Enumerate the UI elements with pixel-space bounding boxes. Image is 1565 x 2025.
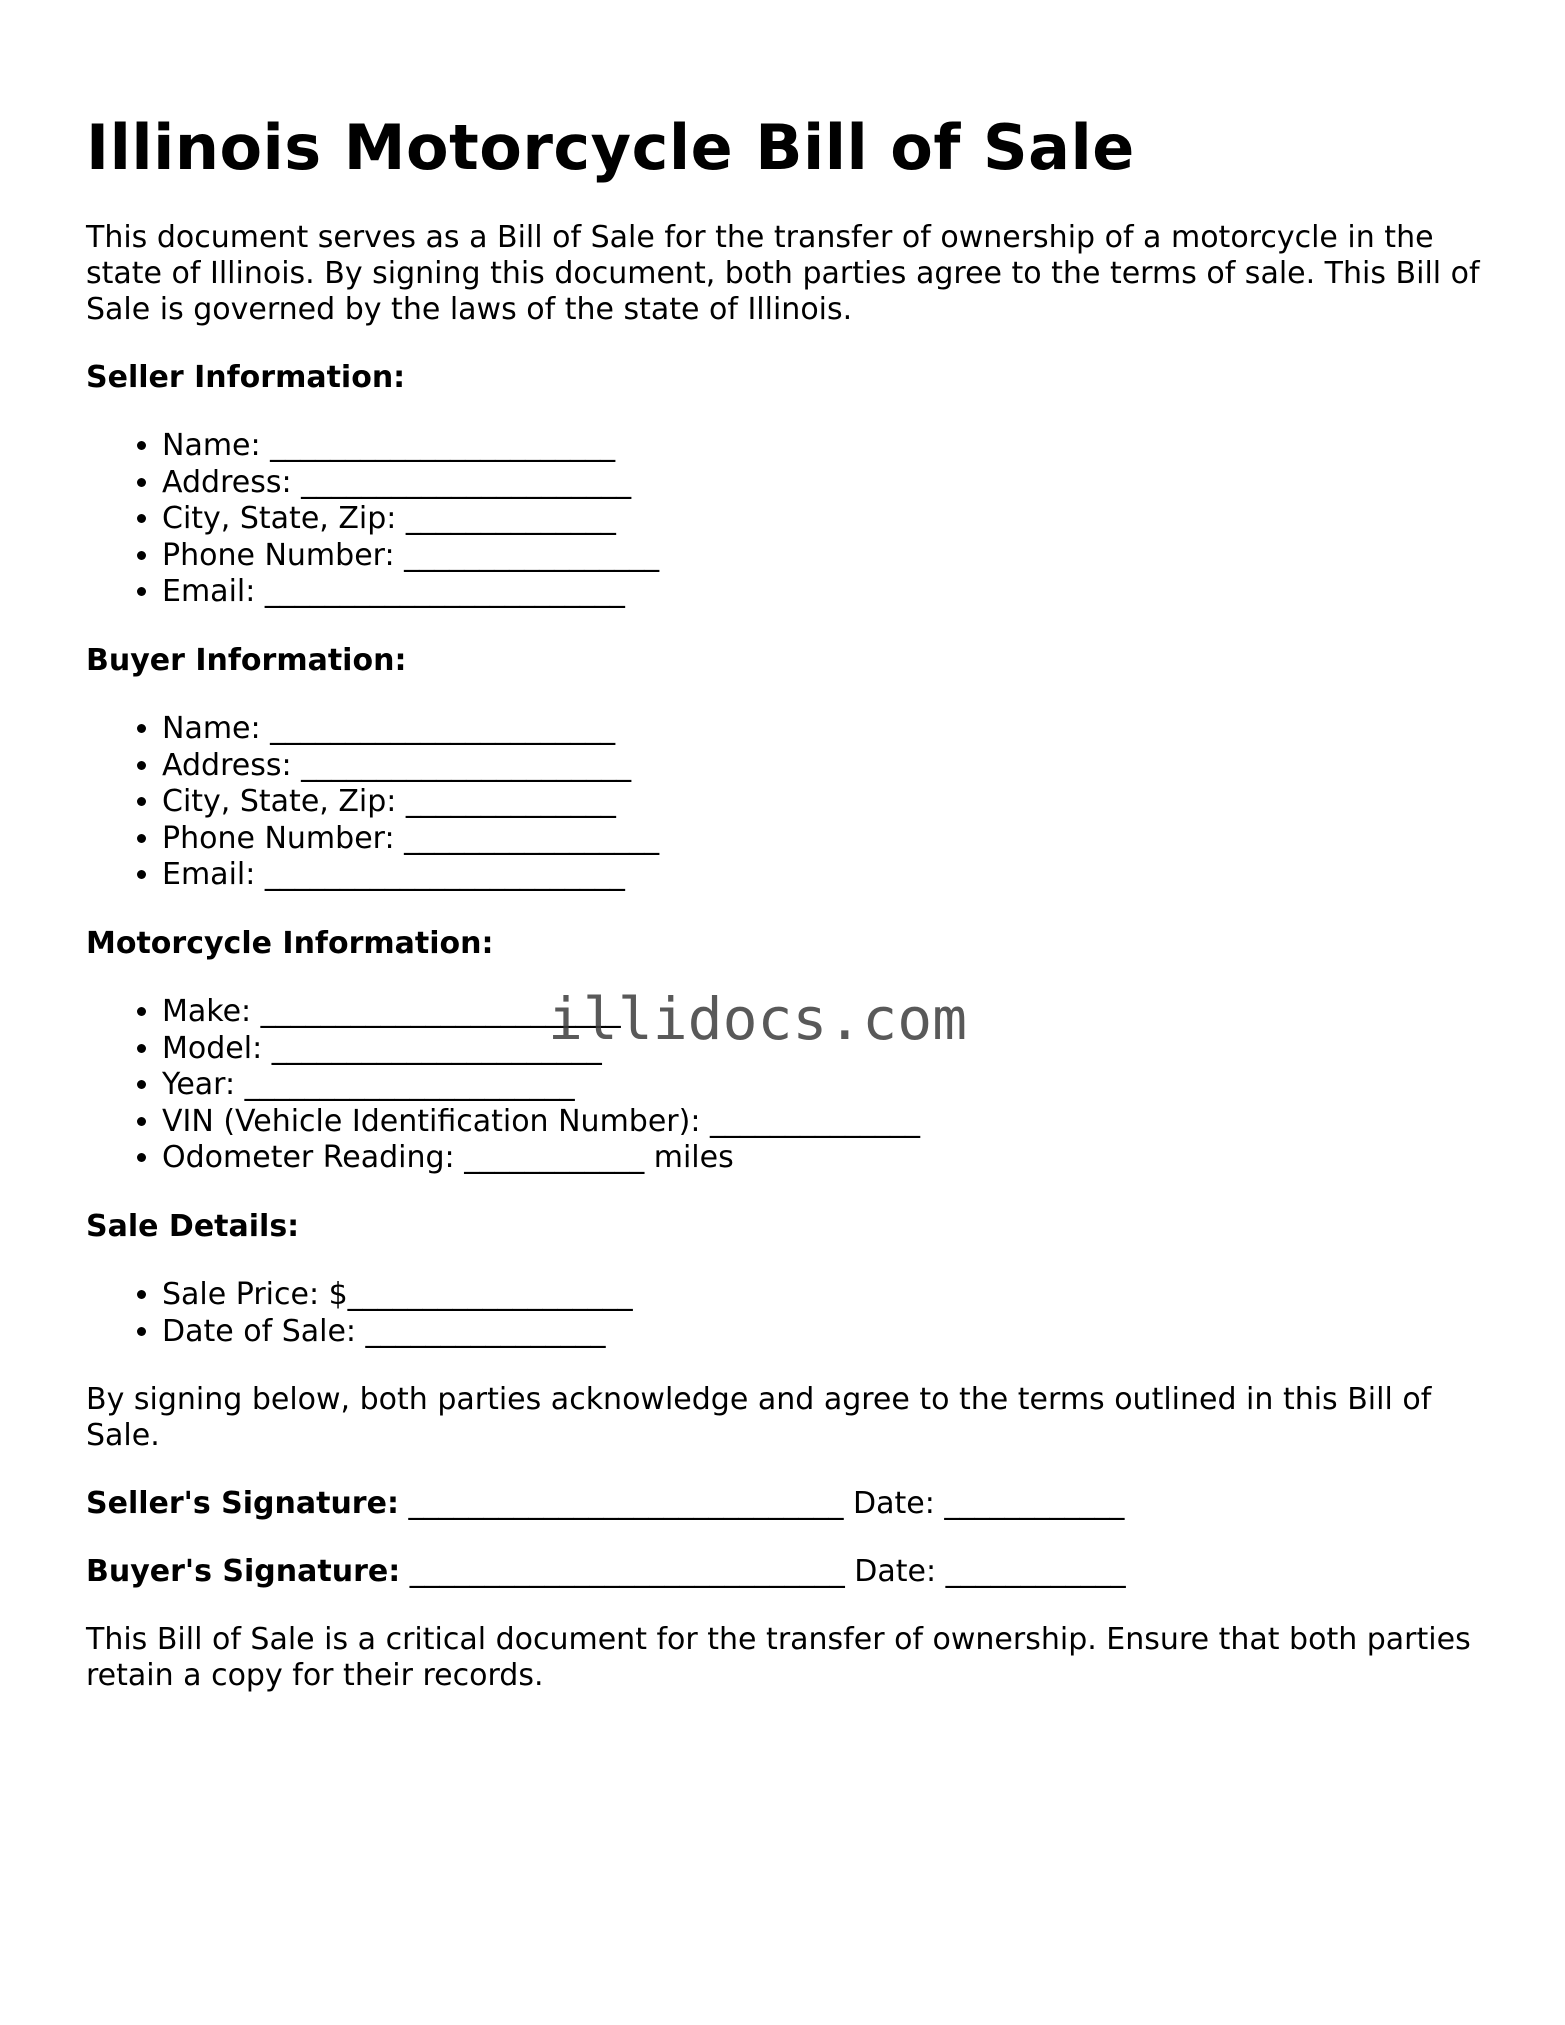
intro-paragraph: This document serves as a Bill of Sale for the transfer of ownership of a motorcycle in the state of Illinois. By signing this document, both parties agree to the terms of sale. This Bill of Sale is governed by the laws of the state of Illinois. [86, 220, 1480, 327]
buyer-fields [86, 711, 1486, 894]
seller-fields [86, 428, 1486, 611]
buyer-phone-field: • Phone Number: _________________ [162, 821, 1486, 858]
sale-heading: Sale Details: [86, 1208, 300, 1244]
document-page [86, 100, 1486, 1694]
motorcycle-model-field: • Model: ______________________ [162, 1031, 1486, 1068]
seller-address-field: • Address: ______________________ [162, 465, 1486, 502]
seller-signature-label: Seller's Signature: [86, 1486, 399, 1522]
seller-signature-blank: _____________________________ Date: ____________ [408, 1486, 1125, 1522]
watermark: illidocs.com [548, 985, 968, 1053]
buyer-address-field: • Address: ______________________ [162, 748, 1486, 785]
seller-name-field: • Name: _______________________ [162, 428, 1486, 465]
buyer-signature-line [86, 1554, 1486, 1590]
buyer-heading: Buyer Information: [86, 642, 407, 678]
sale-fields [86, 1277, 1486, 1350]
seller-email-field: • Email: ________________________ [162, 574, 1486, 611]
closing-paragraph: This Bill of Sale is a critical document for the transfer of ownership. Ensure that both parties retain a copy for their records. [86, 1622, 1471, 1694]
motorcycle-vin-field: • VIN (Vehicle Identification Number): ______________ [162, 1104, 1486, 1141]
buyer-signature-label: Buyer's Signature: [86, 1554, 401, 1590]
motorcycle-odometer-field: • Odometer Reading: ____________ miles [162, 1140, 1486, 1177]
acknowledgement-paragraph: By signing below, both parties acknowledge and agree to the terms outlined in this Bill of Sale. [86, 1382, 1432, 1454]
document-title: Illinois Motorcycle Bill of Sale [86, 111, 1135, 184]
motorcycle-year-field: • Year: ______________________ [162, 1067, 1486, 1104]
motorcycle-heading: Motorcycle Information: [86, 925, 494, 961]
buyer-email-field: • Email: ________________________ [162, 857, 1486, 894]
seller-signature-line [86, 1486, 1486, 1522]
buyer-name-field: • Name: _______________________ [162, 711, 1486, 748]
seller-phone-field: • Phone Number: _________________ [162, 538, 1486, 575]
motorcycle-make-field: • Make: ________________________ [162, 994, 1486, 1031]
buyer-city-state-zip-field: • City, State, Zip: ______________ [162, 784, 1486, 821]
sale-price-field: • Sale Price: $___________________ [162, 1277, 1486, 1314]
sale-date-field: • Date of Sale: ________________ [162, 1314, 1486, 1351]
seller-heading: Seller Information: [86, 360, 406, 395]
seller-city-state-zip-field: • City, State, Zip: ______________ [162, 501, 1486, 538]
buyer-signature-blank: _____________________________ Date: ____________ [409, 1554, 1126, 1590]
